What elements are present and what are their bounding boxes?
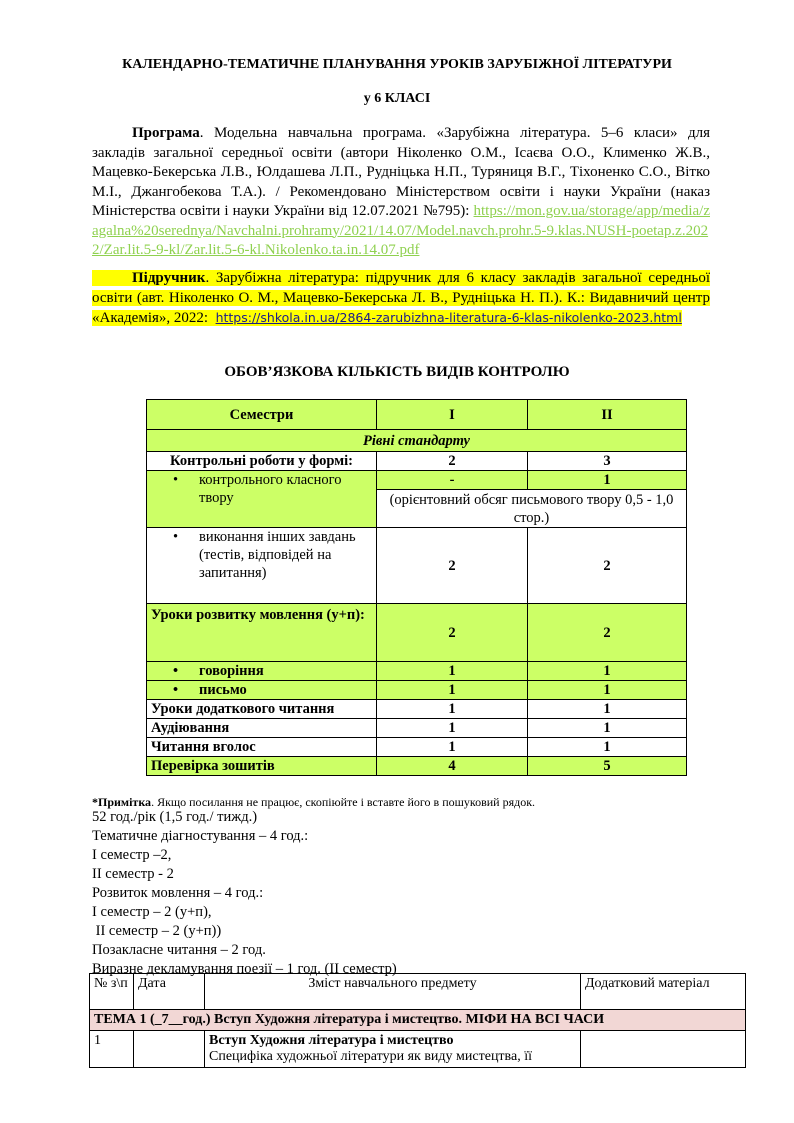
plan-theme-row: ТЕМА 1 (_7__год.) Вступ Художня література і мистецтво. МІФИ НА ВСІ ЧАСИ — [90, 1010, 746, 1031]
row-loud-1: 1 — [377, 738, 528, 757]
row-audio-1: 1 — [377, 719, 528, 738]
summary-line: ІІ семестр – 2 (у+п)) — [92, 923, 222, 939]
row-writing-2: 1 — [528, 681, 687, 700]
program-label: Програма — [132, 125, 200, 141]
row-extra-1: 1 — [377, 700, 528, 719]
program-paragraph — [92, 124, 710, 261]
textbook-paragraph — [92, 269, 710, 329]
row-other-2: 2 — [528, 528, 687, 604]
control-table — [146, 399, 687, 776]
summary-line: Тематичне діагностування – 4 год.: — [92, 828, 309, 844]
textbook-text: . Зарубіжна література: підручник для 6 класу закладів загальної середньої освіти (авт. Ніколенко О. М., Мацевко-Бекерська Л. В., Рудніцька Н. П.). К.: Видавничий центр «Академія», 2022: — [92, 270, 710, 326]
row-writing-label: письмо — [199, 682, 247, 698]
row-writing-1: 1 — [377, 681, 528, 700]
row-essay-2: 1 — [528, 471, 687, 490]
row-essay-label-cell: • контрольного класного твору — [147, 471, 377, 528]
summary-line: Позакласне читання – 2 год. — [92, 942, 266, 958]
row-audio-2: 1 — [528, 719, 687, 738]
plan-row1-num: 1 — [90, 1031, 134, 1068]
col-semester-2: II — [528, 400, 687, 430]
row-other-label-cell: • виконання інших завдань (тестів, відповідей на запитання) — [147, 528, 377, 604]
plan-row1-content — [205, 1031, 581, 1068]
summary-line: ІІ семестр - 2 — [92, 866, 174, 882]
row-extra-label: Уроки додаткового читання — [147, 700, 377, 719]
textbook-label: Підручник — [132, 270, 206, 286]
row-tests-1: 2 — [377, 452, 528, 471]
row-notebooks-1: 4 — [377, 757, 528, 776]
note-label: *Примітка — [92, 795, 152, 809]
row-audio-label: Аудіювання — [147, 719, 377, 738]
plan-row1-extra — [581, 1031, 746, 1068]
row-oral-label-cell: • говоріння — [147, 662, 377, 681]
summary-line: І семестр – 2 (у+п), — [92, 904, 212, 920]
row-other-label: виконання інших завдань (тестів, відповідей на запитання) — [199, 529, 356, 581]
plan-col-extra: Додатковий матеріал — [581, 974, 746, 1010]
program-text: . Модельна навчальна програма. «Зарубіжна література. 5–6 класи» для закладів загальної середньої освіти (автори Ніколенко О.М., Ісаєва О.О., Клименко Ж.В., Мацевко-Бекерська Л.В., Юлдашева Л.П., Рудніцька Н.П., Туряниця В.Г., Тіхоненко С.О., Вітко М.І., Джангобекова Т.А.). / Рекомендовано Міністерством освіти і науки України (наказ Міністерства освіти і науки України від 12.07.2021 №795): — [92, 125, 710, 219]
row-loud-label: Читання вголос — [147, 738, 377, 757]
row-speech-2: 2 — [528, 604, 687, 662]
row-tests-label: Контрольні роботи у формі: — [147, 452, 377, 471]
row-writing-label-cell: • письмо — [147, 681, 377, 700]
summary-line: Виразне декламування поезії – 1 год. (ІІ семестр) — [92, 961, 397, 977]
program-link[interactable]: https://mon.gov.ua/storage/app/media/zagalna%20serednya/Navchalni.prohramy/2021/14.07/Model.navch.prohr.5-9.klas.NUSH-poetap.z.2022/Zar.lit.5-9-kl/Zar.lit.5-6-kl.Nikolenko.ta.in.14.07.pdf — [92, 203, 710, 258]
note-text: . Якщо посилання не працює, скопіюйте і вставте його в пошуковий рядок. — [151, 795, 536, 809]
summary-line: Розвиток мовлення – 4 год.: — [92, 885, 264, 901]
page-title: КАЛЕНДАРНО-ТЕМАТИЧНЕ ПЛАНУВАННЯ УРОКІВ ЗАРУБІЖНОЇ ЛІТЕРАТУРИ — [122, 57, 672, 72]
row-notebooks-label: Перевірка зошитів — [147, 757, 377, 776]
row-oral-1: 1 — [377, 662, 528, 681]
row-essay-1: - — [377, 471, 528, 490]
row-oral-label: говоріння — [199, 663, 264, 679]
row-oral-2: 1 — [528, 662, 687, 681]
row-tests-2: 3 — [528, 452, 687, 471]
page-subtitle: у 6 КЛАСІ — [363, 91, 431, 106]
summary-line: 52 год./рік (1,5 год./ тижд.) — [92, 809, 258, 825]
plan-table — [89, 973, 746, 1068]
row-notebooks-2: 5 — [528, 757, 687, 776]
row-speech-label: Уроки розвитку мовлення (у+п): — [147, 604, 377, 662]
summary-line: І семестр –2, — [92, 847, 172, 863]
row-extra-2: 1 — [528, 700, 687, 719]
row-other-1: 2 — [377, 528, 528, 604]
summary-list — [92, 808, 712, 979]
row-loud-2: 1 — [528, 738, 687, 757]
row-essay-note: (орієнтовний обсяг письмового твору 0,5 - 1,0 стор.) — [377, 490, 687, 528]
plan-row1-date — [134, 1031, 205, 1068]
plan-col-num: № з\п — [90, 974, 134, 1010]
col-semesters: Семестри — [147, 400, 377, 430]
plan-row1-title: Вступ Художня література і мистецтво — [209, 1033, 454, 1048]
plan-col-date: Дата — [134, 974, 205, 1010]
row-speech-1: 2 — [377, 604, 528, 662]
control-heading: ОБОВ’ЯЗКОВА КІЛЬКІСТЬ ВИДІВ КОНТРОЛЮ — [224, 364, 570, 380]
col-semester-1: I — [377, 400, 528, 430]
textbook-link[interactable]: https://shkola.in.ua/2864-zarubizhna-literatura-6-klas-nikolenko-2023.html — [215, 310, 682, 325]
plan-row1-text: Специфіка художньої літератури як виду мистецтва, її — [209, 1049, 532, 1064]
plan-col-content: Зміст навчального предмету — [205, 974, 581, 1010]
row-essay-label: контрольного класного твору — [199, 472, 342, 506]
levels-row: Рівні стандарту — [147, 430, 687, 452]
